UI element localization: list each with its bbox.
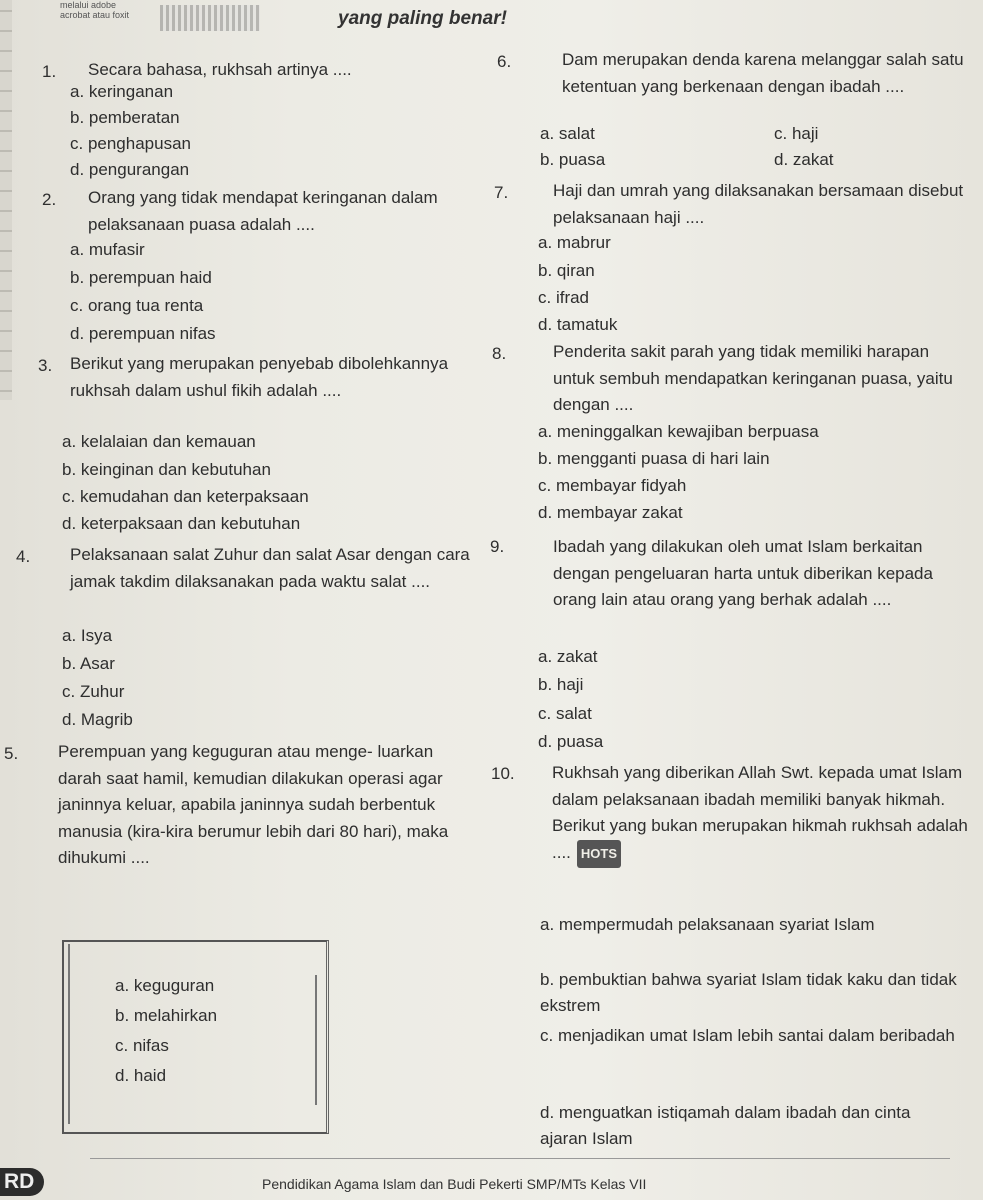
option[interactable]: d. puasa: [538, 732, 604, 751]
option[interactable]: b. haji: [538, 675, 584, 694]
option[interactable]: b. keinginan dan kebutuhan: [62, 460, 271, 479]
option[interactable]: c. salat: [538, 704, 592, 723]
option[interactable]: b. pembuktian bahwa syariat Islam tidak kaku dan tidak ekstrem: [540, 970, 957, 1015]
option[interactable]: d. zakat: [774, 150, 834, 169]
footer-text: Pendidikan Agama Islam dan Budi Pekerti SMP/MTs Kelas VII: [262, 1176, 647, 1192]
option[interactable]: c. membayar fidyah: [538, 476, 687, 495]
question-number: 9.: [490, 537, 505, 556]
question-text: Dam merupakan denda karena melanggar salah satu ketentuan yang berkenaan dengan ibadah ....: [562, 50, 964, 96]
option[interactable]: c. penghapusan: [70, 134, 191, 153]
option[interactable]: d. menguatkan istiqamah dalam ibadah dan cinta ajaran Islam: [540, 1103, 911, 1148]
question-text: Pelaksanaan salat Zuhur dan salat Asar dengan cara jamak takdim dilaksanakan pada waktu salat ....: [70, 545, 470, 591]
option[interactable]: a. Isya: [62, 626, 113, 645]
option[interactable]: a. mabrur: [538, 233, 611, 252]
option[interactable]: d. membayar zakat: [538, 503, 683, 522]
footer-divider: [90, 1158, 950, 1159]
option[interactable]: a. keguguran: [115, 976, 215, 995]
question-number: 3.: [38, 356, 53, 375]
answer-frame: [62, 940, 329, 1134]
option[interactable]: a. mempermudah pelaksanaan syariat Islam: [540, 915, 875, 934]
question-text: Perempuan yang keguguran atau menge- luarkan darah saat hamil, kemudian dilakukan operasi agar janinnya keluar, apabila janinnya sudah berbentuk manusia (kira-kira berumur lebih dari 80 hari), maka dihukumi ....: [58, 742, 449, 867]
option[interactable]: c. nifas: [115, 1036, 169, 1055]
frame-decoration: [68, 944, 74, 1124]
question-number: 7.: [494, 183, 509, 202]
option[interactable]: a. zakat: [538, 647, 598, 666]
option[interactable]: c. haji: [774, 124, 819, 143]
option[interactable]: c. ifrad: [538, 288, 590, 307]
option[interactable]: b. melahirkan: [115, 1006, 218, 1025]
option[interactable]: c. kemudahan dan keterpaksaan: [62, 487, 309, 506]
option[interactable]: d. keterpaksaan dan kebutuhan: [62, 514, 301, 533]
question-number: 4.: [16, 547, 31, 566]
question-text: Penderita sakit parah yang tidak memiliki harapan untuk sembuh mendapatkan keringanan puasa, yaitu dengan ....: [553, 342, 953, 414]
question-number: 10.: [491, 764, 515, 783]
binder-holes: [0, 0, 12, 400]
option[interactable]: a. mufasir: [70, 240, 145, 259]
option[interactable]: c. Zuhur: [62, 682, 125, 701]
frame-decoration: [315, 975, 317, 1105]
option[interactable]: d. pengurangan: [70, 160, 190, 179]
option[interactable]: d. perempuan nifas: [70, 324, 216, 343]
option[interactable]: a. kelalaian dan kemauan: [62, 432, 256, 451]
option[interactable]: c. menjadikan umat Islam lebih santai dalam beribadah: [540, 1026, 955, 1045]
question-number: 5.: [4, 744, 19, 763]
question-number: 6.: [497, 52, 512, 71]
question-text: Rukhsah yang diberikan Allah Swt. kepada umat Islam dalam pelaksanaan ibadah memiliki banyak hikmah. Berikut yang bukan merupakan hikmah rukhsah adalah .... HOTS: [552, 760, 977, 868]
option[interactable]: b. Asar: [62, 654, 115, 673]
option[interactable]: d. Magrib: [62, 710, 133, 729]
option[interactable]: c. orang tua renta: [70, 296, 204, 315]
instruction-text: yang paling benar!: [338, 8, 507, 29]
option[interactable]: d. haid: [115, 1066, 167, 1085]
question-text: Haji dan umrah yang dilaksanakan bersamaan disebut pelaksanaan haji ....: [553, 181, 964, 227]
header-note: melalui adobe acrobat atau foxit: [60, 0, 130, 20]
question-text: Secara bahasa, rukhsah artinya ....: [88, 60, 352, 79]
option[interactable]: b. puasa: [540, 150, 606, 169]
option[interactable]: a. meninggalkan kewajiban berpuasa: [538, 422, 819, 441]
option[interactable]: b. perempuan haid: [70, 268, 212, 287]
option[interactable]: b. mengganti puasa di hari lain: [538, 449, 770, 468]
hots-badge: HOTS: [577, 840, 621, 869]
question-text: Orang yang tidak mendapat keringanan dalam pelaksanaan puasa adalah ....: [88, 188, 438, 234]
question-text: Ibadah yang dilakukan oleh umat Islam berkaitan dengan pengeluaran harta untuk diberikan kepada orang lain atau orang yang berhak adalah ....: [553, 537, 933, 609]
option[interactable]: b. qiran: [538, 261, 595, 280]
question-number: 1.: [42, 62, 57, 81]
option[interactable]: d. tamatuk: [538, 315, 618, 334]
question-number: 2.: [42, 190, 57, 209]
question-text: Berikut yang merupakan penyebab dibolehkannya rukhsah dalam ushul fikih adalah ....: [70, 354, 449, 400]
qr-code-icon: [160, 5, 260, 31]
footer-badge: RD: [0, 1168, 44, 1196]
option[interactable]: a. keringanan: [70, 82, 174, 101]
option[interactable]: b. pemberatan: [70, 108, 180, 127]
option[interactable]: a. salat: [540, 124, 595, 143]
question-number: 8.: [492, 344, 507, 363]
